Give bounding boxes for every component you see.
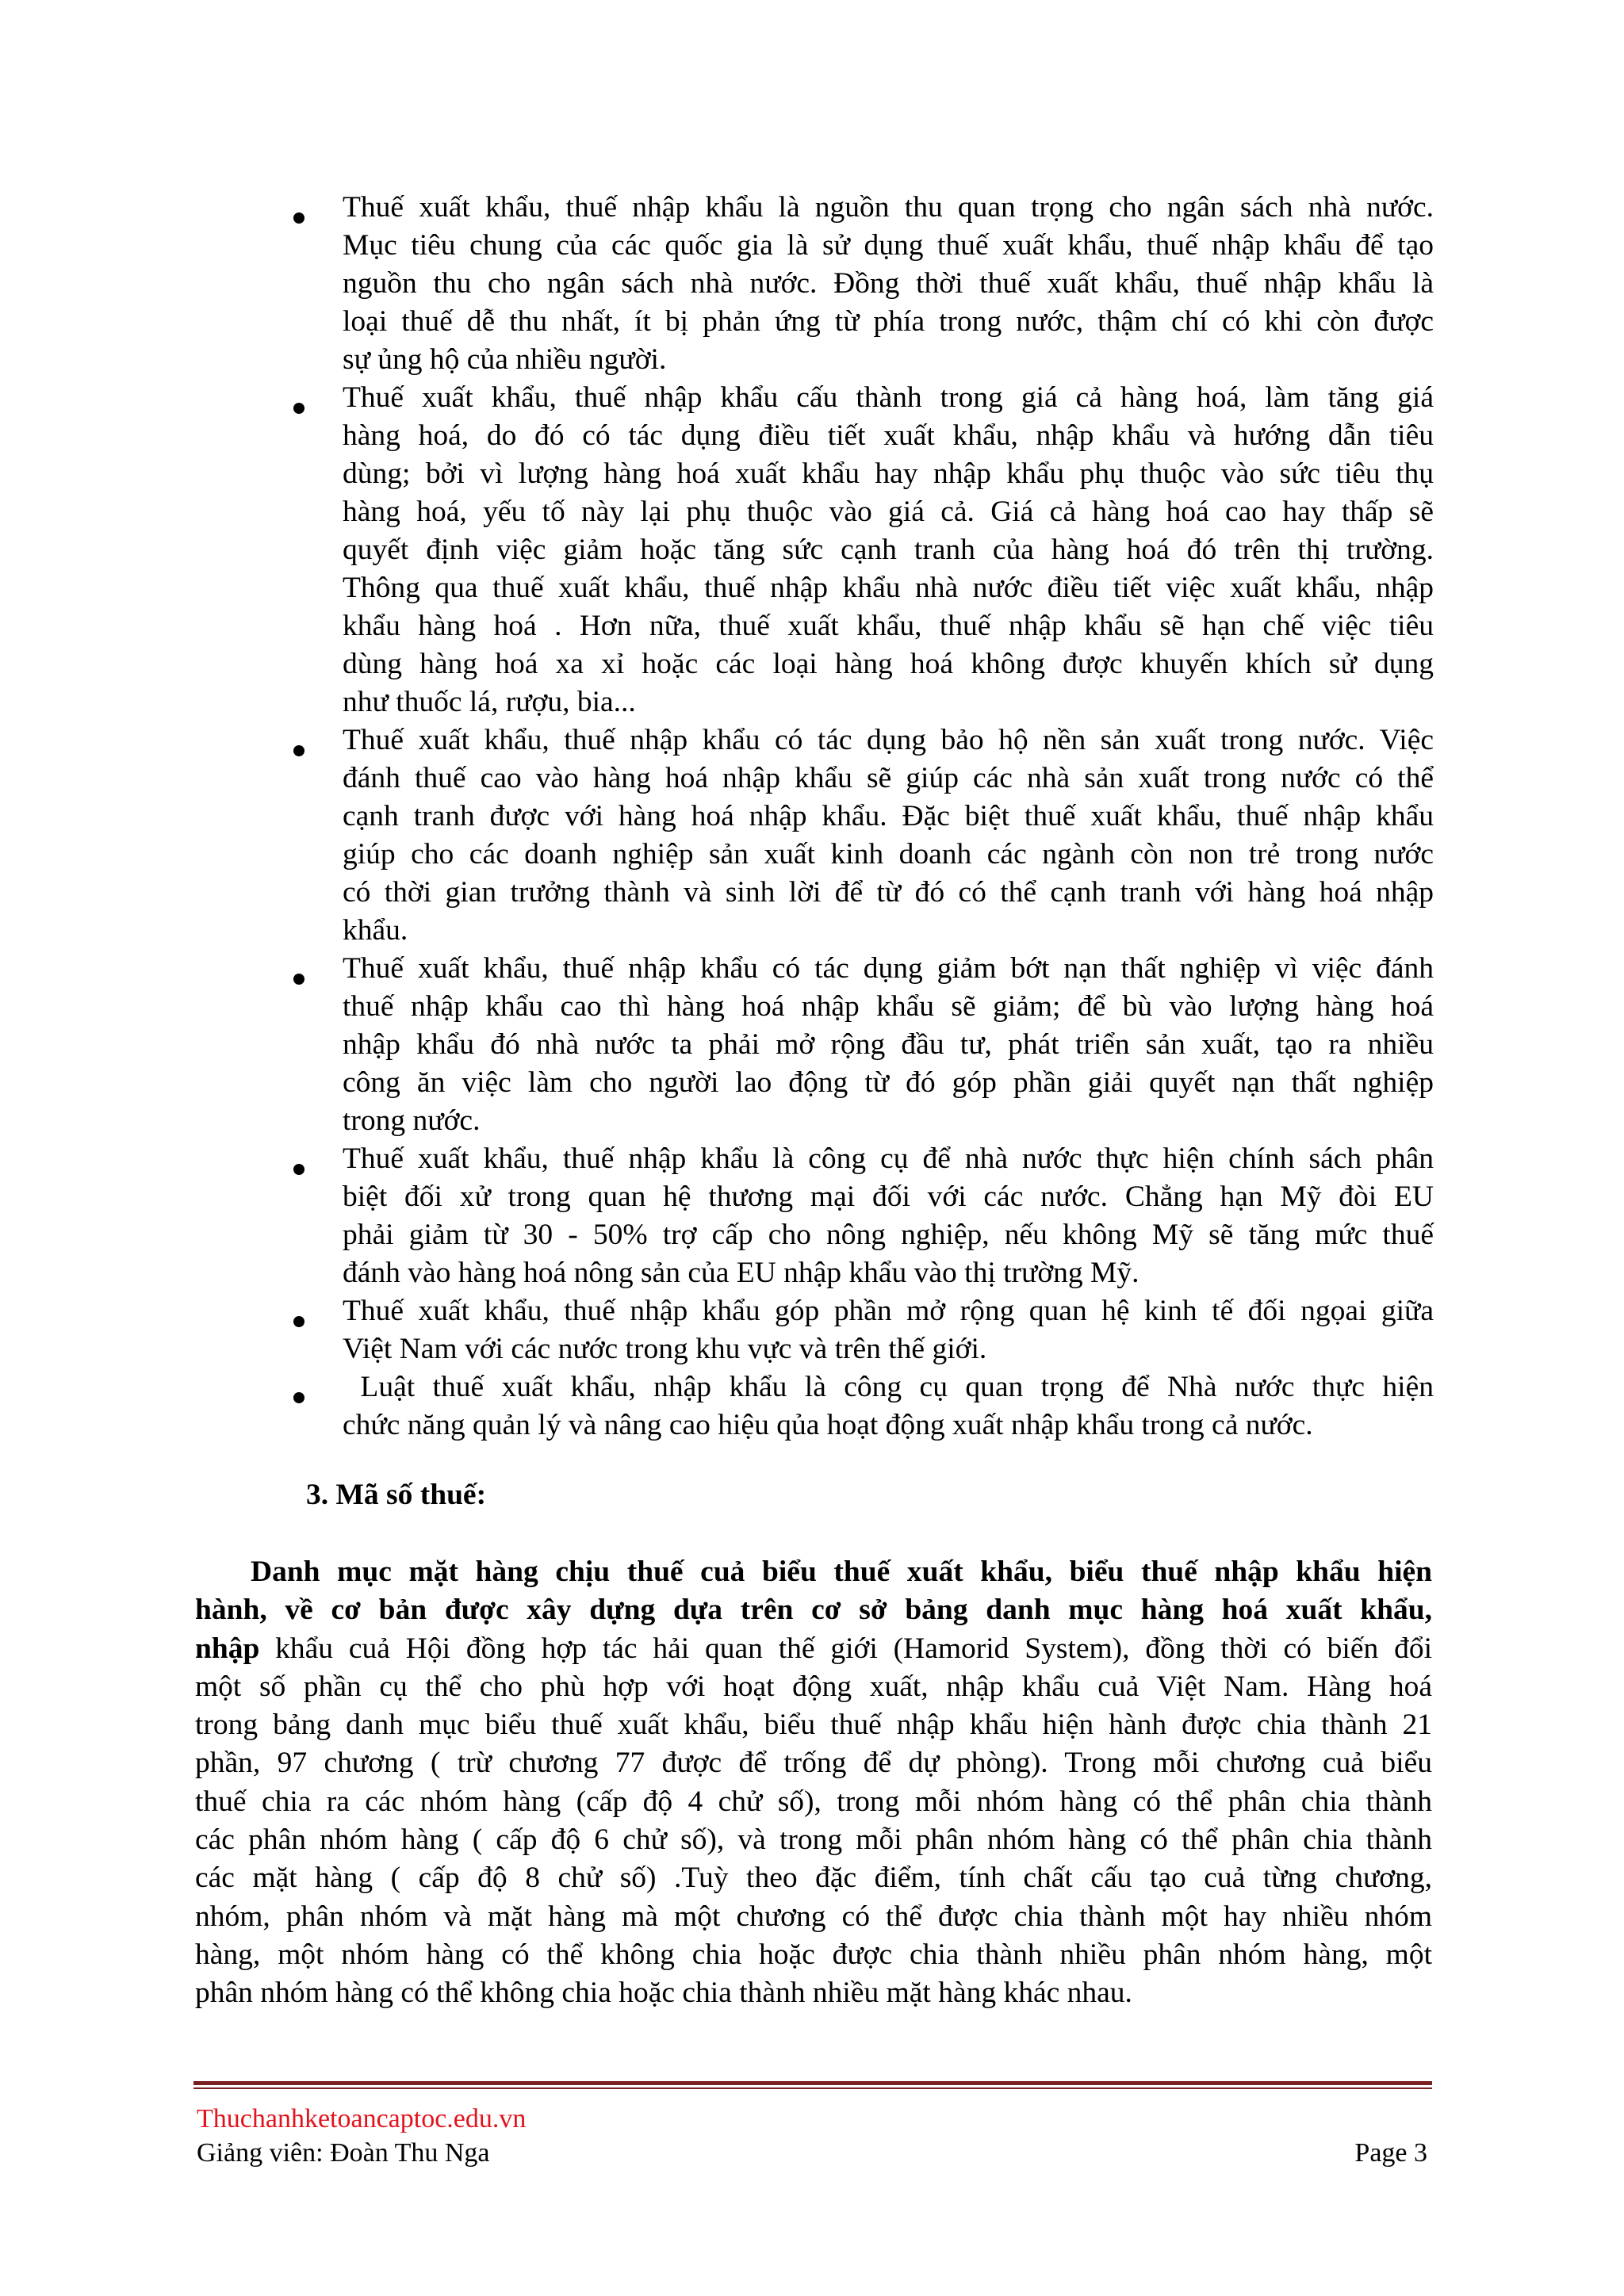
text-line: phần, 97 chương ( trừ chương 77 được để trống để dự phòng). Trong mỗi chương cuả biểu [195,1747,1432,1780]
text-line: dùng; bởi vì lượng hàng hoá xuất khẩu hay nhập khẩu phụ thuộc vào sức tiêu thụ [343,457,1434,490]
text-run: khẩu cuả Hội đồng hợp tác hải quan thế giới (Hamorid System), đồng thời có biến đổi [259,1632,1432,1665]
text-line: trong nước. [343,1104,481,1137]
text-line: thuế nhập khẩu cao thì hàng hoá nhập khẩu sẽ giảm; để bù vào lượng hàng hoá [343,990,1434,1023]
bullet-marker [293,1164,304,1175]
text-line: Thuế xuất khẩu, thuế nhập khẩu là nguồn thu quan trọng cho ngân sách nhà nước. [343,191,1434,224]
body-paragraph [195,1553,1432,2013]
text-line: công ăn việc làm cho người lao động từ đó góp phần giải quyết nạn thất nghiệp [343,1066,1434,1099]
text-line: nguồn thu cho ngân sách nhà nước. Đồng thời thuế xuất khẩu, thuế nhập khẩu là [343,267,1434,300]
bullet-marker [293,212,304,224]
text-line: Thuế xuất khẩu, thuế nhập khẩu góp phần mở rộng quan hệ kinh tế đối ngọai giữa [343,1295,1434,1327]
text-line: Mục tiêu chung của các quốc gia là sử dụng thuế xuất khẩu, thuế nhập khẩu để tạo [343,229,1434,262]
text-line: biệt đối xử trong quan hệ thương mại đối với các nước. Chẳng hạn Mỹ đòi EU [343,1181,1434,1213]
text-line: phân nhóm hàng có thể không chia hoặc chia thành nhiều mặt hàng khác nhau. [195,1976,1132,2010]
text-line: các mặt hàng ( cấp độ 8 chử số) .Tuỳ theo đặc điểm, tính chất cấu tạo cuả từng chương, [195,1862,1432,1895]
text-line: khẩu hàng hoá . Hơn nữa, thuế xuất khẩu, thuế nhập khẩu sẽ hạn chế việc tiêu [343,610,1434,642]
text-line: trong bảng danh mục biểu thuế xuất khẩu, biểu thuế nhập khẩu hiện hành được chia thành 21 [195,1709,1432,1742]
text-line: Thuế xuất khẩu, thuế nhập khẩu có tác dụng giảm bớt nạn thất nghiệp vì việc đánh [343,952,1434,985]
text-line: Thuế xuất khẩu, thuế nhập khẩu có tác dụng bảo hộ nền sản xuất trong nước. Việc [343,724,1434,756]
text-line: Thuế xuất khẩu, thuế nhập khẩu là công cụ để nhà nước thực hiện chính sách phân [343,1142,1434,1175]
bullet-item-2 [343,379,1434,721]
text-line: giúp cho các doanh nghiệp sản xuất kinh doanh các ngành còn non trẻ trong nước [343,838,1434,871]
section-heading: 3. Mã số thuế: [306,1479,487,1511]
text-line: có thời gian trưởng thành và sinh lời để từ đó có thể cạnh tranh với hàng hoá nhập [343,876,1434,909]
text-line: nhóm, phân nhóm và mặt hàng mà một chương có thể được chia thành một hay nhiều nhóm [195,1900,1432,1933]
text-line: cạnh tranh được với hàng hoá nhập khẩu. Đặc biệt thuế xuất khẩu, thuế nhập khẩu [343,800,1434,832]
text-line: Việt Nam với các nước trong khu vực và trên thế giới. [343,1333,987,1365]
bold-text-line: Danh mục mặt hàng chịu thuế cuả biểu thuế xuất khẩu, biểu thuế nhập khẩu hiện [251,1556,1432,1588]
footer-rule-thin [193,2087,1432,2089]
text-line: thuế chia ra các nhóm hàng (cấp độ 4 chử số), trong mỗi nhóm hàng có thể phân chia thành [195,1785,1432,1818]
bullet-item-3 [343,721,1434,950]
bullet-marker [293,1316,304,1327]
text-line: loại thuế dễ thu nhất, ít bị phản ứng từ phía trong nước, thậm chí có khi còn được [343,305,1434,338]
text-line: Luật thuế xuất khẩu, nhập khẩu là công cụ quan trọng để Nhà nước thực hiện [343,1371,1434,1403]
bullet-list [343,189,1434,1445]
text-line: hàng, một nhóm hàng có thể không chia hoặc được chia thành nhiều phân nhóm hàng, một [195,1938,1432,1971]
text-line: hàng hoá, yếu tố này lại phụ thuộc vào giá cả. Giá cả hàng hoá cao hay thấp sẽ [343,496,1434,528]
bullet-item-6 [343,1292,1434,1368]
bullet-item-4 [343,950,1434,1140]
page-number: Page 3 [1354,2138,1427,2168]
text-line: chức năng quản lý và nâng cao hiệu qủa hoạt động xuất nhập khẩu trong cả nước. [343,1409,1313,1441]
bold-lead-word: nhập [195,1632,260,1665]
bullet-marker [293,1392,304,1403]
footer-rule-thick [193,2081,1432,2085]
text-line: đánh vào hàng hoá nông sản của EU nhập khẩu vào thị trường Mỹ. [343,1257,1139,1289]
bullet-marker [293,403,304,414]
text-line: Thuế xuất khẩu, thuế nhập khẩu cấu thành trong giá cả hàng hoá, làm tăng giá [343,381,1434,414]
text-line: đánh thuế cao vào hàng hoá nhập khẩu sẽ giúp các nhà sản xuất trong nước có thể [343,762,1434,794]
text-line: quyết định việc giảm hoặc tăng sức cạnh tranh của hàng hoá đó trên thị trường. [343,534,1434,566]
text-line [195,1630,1432,1668]
bullet-item-5 [343,1140,1434,1292]
bullet-marker [293,974,304,985]
bullet-item-7 [343,1368,1434,1445]
text-line: Thông qua thuế xuất khẩu, thuế nhập khẩu nhà nước điều tiết việc xuất khẩu, nhập [343,572,1434,604]
text-line: dùng hàng hoá xa xỉ hoặc các loại hàng hoá không được khuyến khích sử dụng [343,648,1434,680]
text-line: sự ủng hộ của nhiều người. [343,343,667,376]
text-line: phải giảm từ 30 - 50% trợ cấp cho nông nghiệp, nếu không Mỹ sẽ tăng mức thuế [343,1219,1434,1251]
text-line: hàng hoá, do đó có tác dụng điều tiết xuất khẩu, nhập khẩu và hướng dẫn tiêu [343,419,1434,452]
footer-website-link[interactable]: Thuchanhketoancaptoc.edu.vn [197,2104,527,2133]
text-line: một số phần cụ thể cho phù hợp với hoạt động xuất, nhập khẩu cuả Việt Nam. Hàng hoá [195,1670,1432,1703]
text-line: nhập khẩu đó nhà nước ta phải mở rộng đầu tư, phát triển sản xuất, tạo ra nhiều [343,1028,1434,1061]
text-line: như thuốc lá, rượu, bia... [343,686,636,718]
text-line: khẩu. [343,914,408,947]
bullet-item-1 [343,189,1434,379]
bullet-marker [293,745,304,756]
text-line: các phân nhóm hàng ( cấp độ 6 chử số), và trong mỗi phân nhóm hàng có thể phân chia thành [195,1823,1432,1857]
footer-lecturer: Giảng viên: Đoàn Thu Nga [197,2138,490,2168]
bold-text-line: hành, về cơ bản được xây dựng dựa trên cơ sở bảng danh mục hàng hoá xuất khẩu, [195,1594,1432,1627]
